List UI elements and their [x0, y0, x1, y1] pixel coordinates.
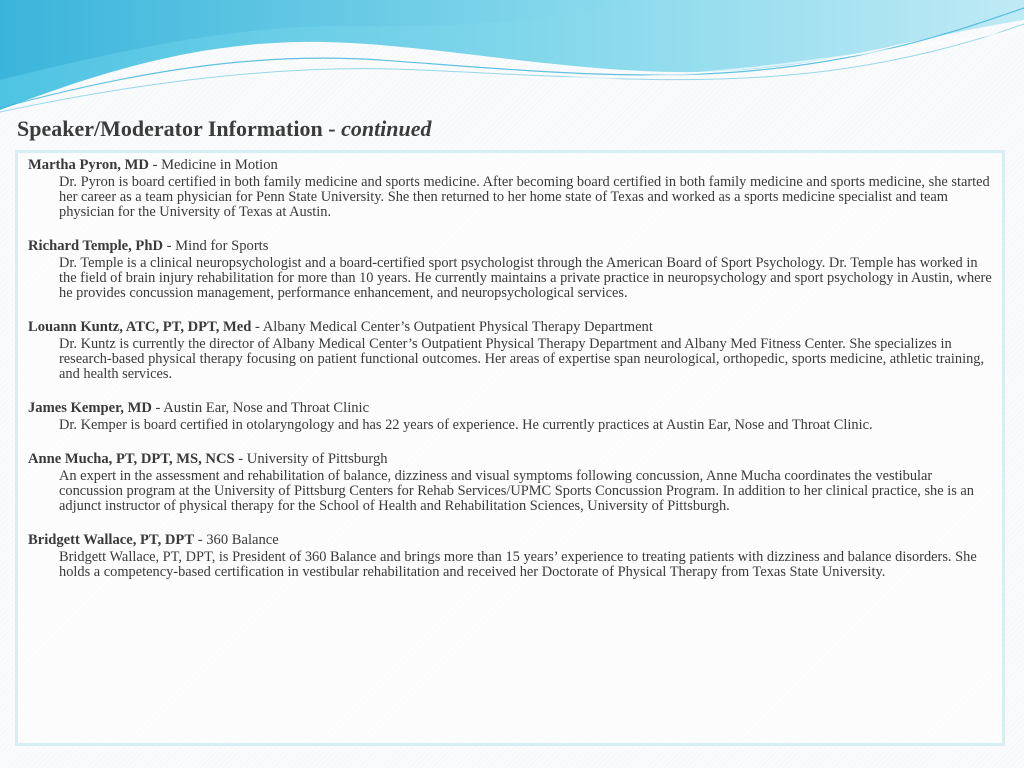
speaker-name: James Kemper, MD: [28, 400, 152, 416]
speaker-affiliation: - Albany Medical Center’s Outpatient Physical Therapy Department: [251, 319, 653, 335]
speaker-entry: [28, 451, 992, 514]
speaker-bio: Dr. Temple is a clinical neuropsychologist and a board-certified sport psychologist through the American Board of Sport Psychology. Dr. Temple has worked in the field of brain injury rehabilitation for more than 10 years. He currently maintains a private practice in neuropsychology and sport psychology in Austin, where he provides concussion management, performance enhancement, and neuropsychological services.: [59, 255, 992, 301]
speaker-heading: [28, 451, 992, 467]
speaker-affiliation: - Medicine in Motion: [148, 157, 278, 173]
speaker-entry: [28, 157, 992, 220]
speaker-heading: [28, 532, 992, 548]
speaker-heading: [28, 400, 992, 416]
speaker-affiliation: - University of Pittsburgh: [234, 451, 388, 467]
speaker-bio: Dr. Pyron is board certified in both family medicine and sports medicine. After becoming board certified in both family medicine and sports medicine, she started her career as a team physician for Penn State University. She then returned to her home state of Texas and worked as a sports medicine specialist and team physician for the University of Texas at Austin.: [59, 174, 990, 220]
speaker-bio: Bridgett Wallace, PT, DPT, is President of 360 Balance and brings more than 15 years’ experience to treating patients with dizziness and balance disorders. She holds a competency-based certification in vestibular rehabilitation and received her Doctorate of Physical Therapy from Texas State University.: [59, 549, 977, 580]
speaker-name: Louann Kuntz, ATC, PT, DPT, Med: [28, 319, 252, 335]
speaker-entry: [28, 532, 992, 580]
speaker-heading: [28, 319, 992, 335]
header-wave-decoration: [0, 0, 1024, 120]
speaker-entry: [28, 238, 992, 301]
speaker-bio: An expert in the assessment and rehabilitation of balance, dizziness and visual symptoms following concussion, Anne Mucha coordinates the vestibular concussion program at the University of Pittsburg Centers for Rehab Services/UPMC Sports Concussion Program. In addition to her clinical practice, she is an adjunct instructor of physical therapy for the School of Health and Rehabilitation Sciences, University of Pittsburgh.: [59, 468, 974, 514]
speaker-affiliation: - Mind for Sports: [163, 238, 269, 254]
speaker-bio: Dr. Kemper is board certified in otolaryngology and has 22 years of experience. He currently practices at Austin Ear, Nose and Throat Clinic.: [59, 417, 873, 433]
slide-title-text: Speaker/Moderator Information -: [17, 116, 342, 141]
speaker-list: [15, 150, 1005, 746]
speaker-name: Martha Pyron, MD: [28, 157, 149, 173]
speaker-bio: Dr. Kuntz is currently the director of Albany Medical Center’s Outpatient Physical Therapy Department and Albany Med Fitness Center. She specializes in research-based physical therapy focusing on patient functional outcomes. Her areas of expertise span neurological, orthopedic, sports medicine, athletic training, and health services.: [59, 336, 985, 382]
speaker-entry: [28, 319, 992, 382]
slide-title-italic: continued: [341, 116, 432, 141]
speaker-affiliation: - Austin Ear, Nose and Throat Clinic: [151, 400, 370, 416]
speaker-name: Bridgett Wallace, PT, DPT: [28, 532, 195, 548]
speaker-name: Richard Temple, PhD: [28, 238, 164, 254]
speaker-affiliation: - 360 Balance: [194, 532, 279, 548]
speaker-heading: [28, 238, 992, 254]
speaker-name: Anne Mucha, PT, DPT, MS, NCS: [28, 451, 235, 467]
speaker-entry: [28, 400, 992, 433]
slide-title: [17, 116, 432, 142]
speaker-heading: [28, 157, 992, 173]
